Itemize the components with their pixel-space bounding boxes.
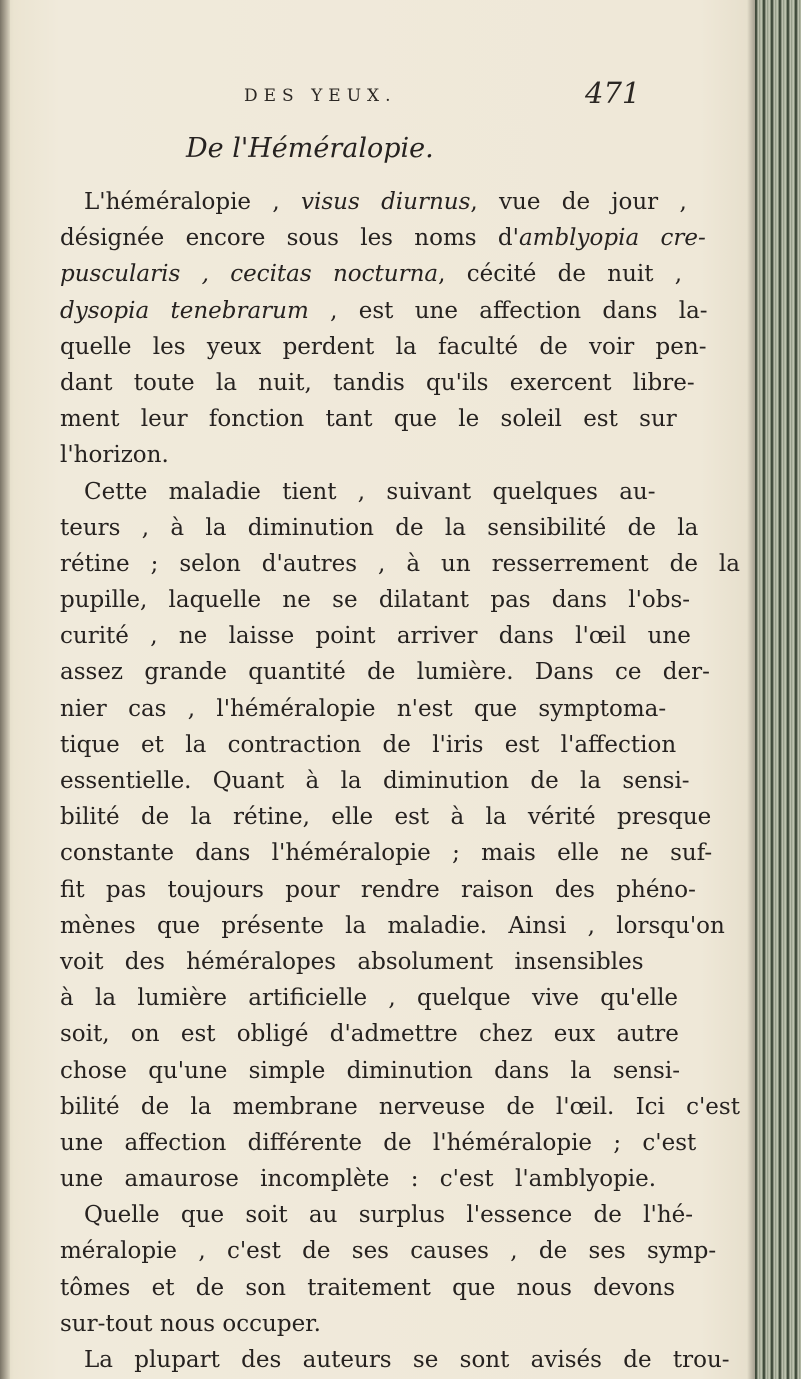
text-run: mènes que présente la maladie. Ainsi , lorsqu'on xyxy=(60,912,725,939)
body-text xyxy=(60,184,740,1378)
running-title: DES YEUX. xyxy=(244,86,397,106)
text-line xyxy=(60,654,740,690)
text-line xyxy=(60,220,740,256)
text-line xyxy=(60,1233,740,1269)
text-run: dant toute la nuit, tandis qu'ils exercent libre- xyxy=(60,369,695,396)
text-line xyxy=(60,1306,740,1342)
text-line xyxy=(60,763,740,799)
text-run: l'horizon. xyxy=(60,442,169,469)
text-line xyxy=(60,1089,740,1125)
text-run: à la lumière artificielle , quelque vive qu'elle xyxy=(60,985,679,1012)
page-number: 471 xyxy=(585,76,641,110)
text-run: méralopie , c'est de ses causes , de ses symp- xyxy=(60,1238,717,1265)
text-run: teurs , à la diminution de la sensibilité de la xyxy=(60,514,699,541)
text-run: tique et la contraction de l'iris est l'affection xyxy=(60,731,677,758)
text-run: curité , ne laisse point arriver dans l'œil une xyxy=(60,623,691,650)
text-line xyxy=(60,293,740,329)
text-line xyxy=(60,256,740,292)
text-line xyxy=(60,1016,740,1052)
text-run: soit, on est obligé d'admettre chez eux autre xyxy=(60,1021,679,1048)
text-run: Cette maladie tient , suivant quelques au- xyxy=(84,478,656,505)
text-line xyxy=(60,727,740,763)
text-line xyxy=(60,872,740,908)
italic-text: amblyopia cre- xyxy=(518,225,706,252)
text-line xyxy=(60,184,740,220)
text-line xyxy=(60,980,740,1016)
binding-shadow xyxy=(0,0,10,1379)
text-line xyxy=(60,474,740,510)
text-run: sur-tout nous occuper. xyxy=(60,1310,321,1337)
text-run: tômes et de son traitement que nous devons xyxy=(60,1274,675,1301)
text-line xyxy=(60,510,740,546)
text-line xyxy=(60,329,740,365)
text-run: nier cas , l'héméralopie n'est que symptoma- xyxy=(60,695,667,722)
text-run: Quelle que soit au surplus l'essence de l'hé- xyxy=(84,1202,694,1229)
text-line xyxy=(60,1125,740,1161)
gutter-shade xyxy=(747,0,755,1379)
text-line xyxy=(60,437,740,473)
text-line xyxy=(60,1197,740,1233)
text-run: une affection différente de l'héméralopie ; c'est xyxy=(60,1129,697,1156)
running-head xyxy=(0,72,801,112)
text-run: voit des héméralopes absolument insensibles xyxy=(60,948,644,975)
text-line xyxy=(60,582,740,618)
text-run: désignée encore sous les noms d' xyxy=(60,225,519,252)
text-line xyxy=(60,908,740,944)
text-line xyxy=(60,401,740,437)
text-line xyxy=(60,546,740,582)
italic-text: visus diurnus xyxy=(300,189,471,215)
text-run: , vue de jour , xyxy=(470,189,687,215)
text-run: bilité de la membrane nerveuse de l'œil. Ici c'est xyxy=(60,1093,740,1120)
page-edges xyxy=(755,0,801,1379)
text-line xyxy=(60,799,740,835)
text-line xyxy=(60,1270,740,1306)
text-run: assez grande quantité de lumière. Dans ce der- xyxy=(60,659,710,686)
text-line xyxy=(60,944,740,980)
text-line xyxy=(60,618,740,654)
text-line xyxy=(60,365,740,401)
text-run: quelle les yeux perdent la faculté de voir pen- xyxy=(60,333,707,360)
text-run: essentielle. Quant à la diminution de la sensi- xyxy=(60,768,690,794)
text-run: L'héméralopie , xyxy=(84,189,301,215)
text-run: , est une affection dans la- xyxy=(308,297,708,324)
text-run: pupille, laquelle ne se dilatant pas dans l'obs- xyxy=(60,587,691,614)
text-run: La plupart des auteurs se sont avisés de trou- xyxy=(84,1347,730,1373)
text-run: fit pas toujours pour rendre raison des phéno- xyxy=(60,876,696,903)
text-line xyxy=(60,691,740,727)
text-run: chose qu'une simple diminution dans la sensi- xyxy=(60,1057,680,1084)
text-line xyxy=(60,1161,740,1197)
text-run: ment leur fonction tant que le soleil est sur xyxy=(60,406,677,433)
italic-text: dysopia tenebrarum xyxy=(60,297,309,324)
text-run: bilité de la rétine, elle est à la vérité presque xyxy=(60,804,712,831)
section-title: De l'Héméralopie. xyxy=(186,133,434,164)
text-line xyxy=(60,1053,740,1089)
text-line xyxy=(60,835,740,871)
text-run: , cécité de nuit , xyxy=(438,261,683,288)
text-run: une amaurose incomplète : c'est l'amblyopie. xyxy=(60,1166,657,1193)
text-run: rétine ; selon d'autres , à un resserrement de la xyxy=(60,550,740,577)
italic-text: puscularis , cecitas nocturna xyxy=(60,261,439,288)
text-run: constante dans l'héméralopie ; mais elle ne suf- xyxy=(60,840,713,867)
text-line xyxy=(60,1342,740,1378)
